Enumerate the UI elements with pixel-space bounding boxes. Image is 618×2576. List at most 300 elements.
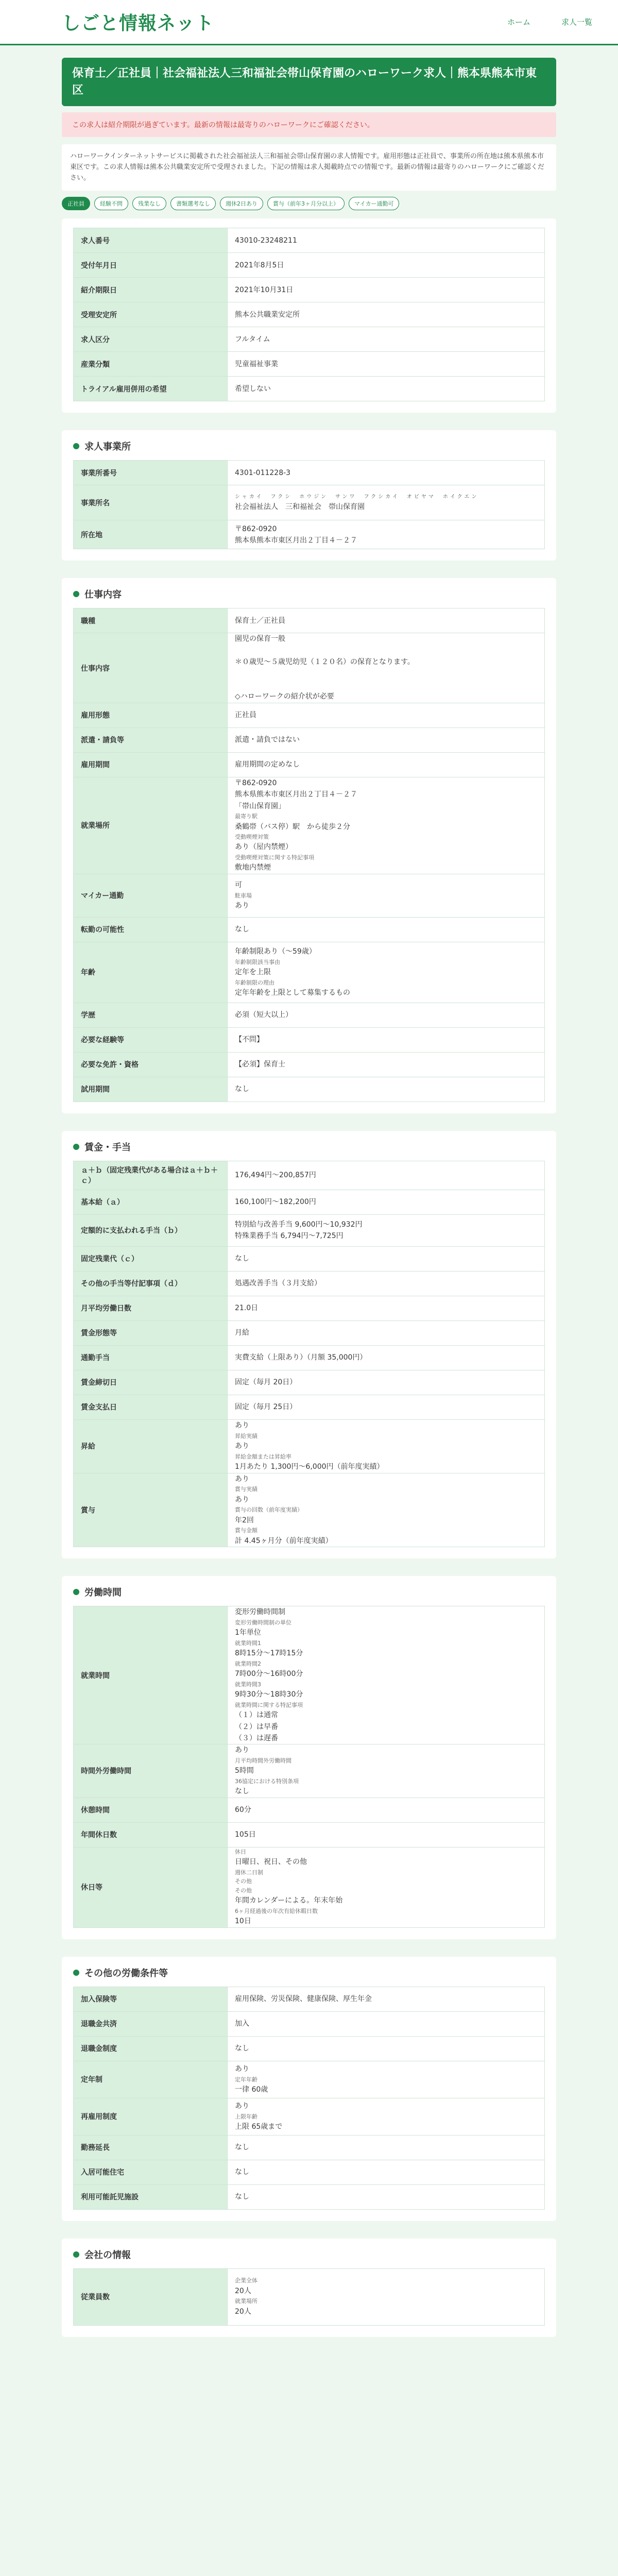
value-line: 定年年齢を上限として募集するもの: [235, 989, 350, 997]
table-row: [74, 1052, 545, 1077]
section-6: [62, 2239, 556, 2337]
value-line: 受動喫煙対策: [235, 833, 269, 840]
table-row: [74, 2011, 545, 2036]
row-value: [228, 1606, 545, 1744]
expired-notice: この求人は紹介期限が過ぎています。最新の情報は最寄りのハローワークにご確認ください。: [62, 112, 556, 137]
section-heading: [73, 439, 545, 453]
value-line: 【必須】保育士: [235, 1060, 285, 1069]
value-line: 昇給実績: [235, 1432, 258, 1439]
value-line: 7時00分～16時00分: [235, 1670, 303, 1679]
section-heading: [73, 587, 545, 601]
value-line: 年間カレンダーによる。年末年始: [235, 1896, 343, 1905]
row-value: [228, 874, 545, 917]
value-line: 賞与の回数（前年度実績）: [235, 1506, 303, 1514]
row-label: 事業所番号: [74, 461, 228, 485]
section-heading: [73, 1585, 545, 1599]
value-line: 駐車場: [235, 892, 252, 899]
feature-tag: 週休2日あり: [220, 197, 263, 210]
section-heading: [73, 1140, 545, 1154]
table-row: [74, 727, 545, 752]
row-label: 勤務延長: [74, 2135, 228, 2160]
row-label: 受付年月日: [74, 253, 228, 278]
value-line: 加入: [235, 2020, 249, 2028]
row-label: 従業員数: [74, 2268, 228, 2325]
value-line: 月平均時間外労働時間: [235, 1757, 291, 1764]
value-line: 年齢制限該当事由: [235, 958, 280, 965]
table-row: [74, 1246, 545, 1271]
row-label: マイカー通勤: [74, 874, 228, 917]
row-value: [228, 2011, 545, 2036]
value-line: 就業時間に関する特記事項: [235, 1701, 303, 1708]
value-line: 雇用保険、労災保険、健康保険、厚生年金: [235, 1995, 372, 2004]
value-line: 105日: [235, 1830, 256, 1839]
table-row: [74, 2036, 545, 2061]
value-line: 処遇改善手当（３月支給）: [235, 1279, 321, 1288]
row-value: [228, 1847, 545, 1927]
value-line: あり: [235, 902, 249, 910]
value-line: 固定（毎月 20日）: [235, 1378, 297, 1387]
table-row: [74, 461, 545, 485]
section-title: その他の労働条件等: [84, 1968, 168, 1979]
value-line: 9時30分～18時30分: [235, 1690, 303, 1699]
row-label: 派遣・請負等: [74, 727, 228, 752]
row-label: 産業分類: [74, 352, 228, 377]
row-value: [228, 1744, 545, 1798]
info-table: [73, 608, 545, 1101]
row-value: [228, 228, 545, 253]
table-row: [74, 608, 545, 633]
value-line: あり: [235, 2102, 249, 2111]
row-label: 加入保険等: [74, 1987, 228, 2011]
table-row: [74, 253, 545, 278]
table-row: [74, 1320, 545, 1345]
value-line: あり（屋内禁煙）: [235, 843, 293, 852]
table-row: [74, 2184, 545, 2209]
row-label: 必要な免許・資格: [74, 1052, 228, 1077]
row-value: [228, 377, 545, 401]
row-label: その他の手当等付記事項（ｄ）: [74, 1271, 228, 1296]
row-label: 固定残業代（ｃ）: [74, 1246, 228, 1271]
value-line: 20人: [235, 2286, 251, 2295]
value-line: 特殊業務手当 6,794円～7,725円: [235, 1232, 344, 1241]
value-line: 熊本県熊本市東区月出２丁目４－２７: [235, 790, 357, 799]
row-label: 通勤手当: [74, 1345, 228, 1370]
table-row: [74, 302, 545, 327]
row-value: [228, 1271, 545, 1296]
value-line: あり: [235, 1421, 249, 1430]
value-line: なし: [235, 1255, 249, 1263]
value-line: 年齢制限の理由: [235, 979, 274, 986]
row-value: [228, 1419, 545, 1473]
row-label: 求人番号: [74, 228, 228, 253]
row-value: [228, 1052, 545, 1077]
row-label: 退職金制度: [74, 2036, 228, 2061]
bullet-dot-icon: [73, 1589, 79, 1595]
value-line: [235, 668, 537, 680]
nav-job-list-link[interactable]: 求人一覧: [561, 18, 592, 27]
value-line: 園児の保育一般: [235, 635, 285, 643]
value-line: 希望しない: [235, 384, 271, 393]
row-value: [228, 1190, 545, 1214]
table-row: [74, 2268, 545, 2325]
row-value: [228, 485, 545, 520]
row-label: 定額的に支払われる手当（ｂ）: [74, 1214, 228, 1246]
value-line: （３）は遅番: [235, 1734, 278, 1742]
value-line: なし: [235, 2143, 249, 2152]
row-value: [228, 2061, 545, 2098]
table-row: [74, 1077, 545, 1101]
table-row: [74, 1161, 545, 1190]
site-logo[interactable]: しごと情報ネット: [62, 13, 215, 34]
value-line: 定年年齢: [235, 2076, 258, 2083]
feature-tags: [62, 197, 556, 210]
table-row: [74, 1798, 545, 1822]
value-line: 桑鶴帯（バス停）駅 から徒歩２分: [235, 822, 350, 831]
bullet-dot-icon: [73, 1970, 79, 1976]
value-line: 176,494円～200,857円: [235, 1171, 316, 1180]
table-row: [74, 1370, 545, 1395]
value-line: 社会福祉法人 三和福祉会 帯山保育園: [235, 502, 365, 511]
value-line: あり: [235, 1442, 249, 1451]
value-line: 週休二日制: [235, 1869, 263, 1876]
row-value: [228, 461, 545, 485]
row-value: [228, 703, 545, 727]
info-table: [73, 1606, 545, 1928]
table-row: [74, 1606, 545, 1744]
row-label: 入居可能住宅: [74, 2160, 228, 2184]
bullet-dot-icon: [73, 1144, 79, 1150]
row-label: 紹介期限日: [74, 278, 228, 302]
value-line: 最寄り駅: [235, 812, 258, 820]
row-label: 賃金締切日: [74, 1370, 228, 1395]
value-line: 固定（毎月 25日）: [235, 1403, 297, 1412]
table-row: [74, 327, 545, 352]
row-value: [228, 1077, 545, 1101]
row-label: 転勤の可能性: [74, 917, 228, 942]
info-table: [73, 1161, 545, 1547]
row-value: [228, 1473, 545, 1547]
value-line: 変形労働時間制の単位: [235, 1619, 291, 1626]
value-line: あり: [235, 1746, 249, 1755]
value-line: 計 4.45ヶ月分（前年度実績）: [235, 1536, 333, 1545]
row-value: [228, 327, 545, 352]
value-line: なし: [235, 2193, 249, 2201]
section-heading: [73, 2248, 545, 2261]
row-value: [228, 1395, 545, 1419]
row-value: [228, 302, 545, 327]
value-line: 「帯山保育園」: [235, 802, 285, 810]
row-value: [228, 1345, 545, 1370]
table-row: [74, 703, 545, 727]
table-row: [74, 1473, 545, 1547]
value-line: 20人: [235, 2307, 251, 2316]
table-row: [74, 485, 545, 520]
value-line: 熊本公共職業安定所: [235, 310, 300, 319]
value-line: 定年を上限: [235, 968, 271, 977]
value-line: 児童福祉事業: [235, 360, 278, 368]
site-header: [0, 0, 618, 45]
value-line: 年2回: [235, 1516, 254, 1524]
row-label: 昇給: [74, 1419, 228, 1473]
row-value: [228, 2268, 545, 2325]
table-row: [74, 520, 545, 549]
value-line: なし: [235, 2168, 249, 2177]
value-line: 受動喫煙対策に関する特記事項: [235, 854, 314, 861]
table-row: [74, 1987, 545, 2011]
value-line: [235, 645, 537, 656]
table-row: [74, 752, 545, 777]
feature-tag: 正社員: [62, 197, 90, 210]
feature-tag: 経験不問: [94, 197, 128, 210]
table-row: [74, 352, 545, 377]
row-value: [228, 1822, 545, 1847]
table-row: [74, 1003, 545, 1027]
job-sections: [62, 218, 556, 2336]
job-title: 保育士／正社員｜社会福祉法人三和福祉会帯山保育園のハローワーク求人｜熊本県熊本市東区: [62, 58, 556, 106]
row-value: [228, 1798, 545, 1822]
table-row: [74, 917, 545, 942]
value-line: 賞与実績: [235, 1486, 258, 1493]
info-table: [73, 1987, 545, 2210]
value-line: 2021年8月5日: [235, 261, 284, 269]
value-line: シャカイ フクシ ホウジン サンワ フクシカイ オビヤマ ホイクエン: [235, 494, 479, 500]
row-value: [228, 1246, 545, 1271]
row-label: トライアル雇用併用の希望: [74, 377, 228, 401]
feature-tag: 書類選考なし: [170, 197, 216, 210]
section-4: [62, 1576, 556, 1939]
feature-tag: マイカー通勤可: [349, 197, 399, 210]
value-line: 敷地内禁煙: [235, 863, 271, 872]
row-label: 月平均労働日数: [74, 1296, 228, 1320]
table-row: [74, 1296, 545, 1320]
table-row: [74, 1744, 545, 1798]
row-label: 受理安定所: [74, 302, 228, 327]
value-line: 5時間: [235, 1767, 254, 1775]
table-row: [74, 874, 545, 917]
row-label: ａ＋ｂ（固定残業代がある場合はａ＋ｂ＋ｃ）: [74, 1161, 228, 1190]
value-line: なし: [235, 1085, 249, 1094]
section-3: [62, 1131, 556, 1558]
row-label: 賃金支払日: [74, 1395, 228, 1419]
row-value: [228, 278, 545, 302]
row-value: [228, 1320, 545, 1345]
row-label: 所在地: [74, 520, 228, 549]
value-line: 日曜日、祝日、その他: [235, 1858, 307, 1867]
row-label: 仕事内容: [74, 633, 228, 703]
value-line: 6ヶ月経過後の年次有給休暇日数: [235, 1907, 318, 1914]
feature-tag: 賞与（前年3ヶ月分以上）: [267, 197, 345, 210]
bullet-dot-icon: [73, 443, 79, 449]
value-line: 特別給与改善手当 9,600円～10,932円: [235, 1220, 363, 1229]
table-row: [74, 777, 545, 874]
row-label: 学歴: [74, 1003, 228, 1027]
table-row: [74, 2061, 545, 2098]
table-row: [74, 2160, 545, 2184]
row-value: [228, 1370, 545, 1395]
value-line: 保育士／正社員: [235, 616, 285, 625]
bullet-dot-icon: [73, 591, 79, 597]
table-row: [74, 1822, 545, 1847]
row-label: 求人区分: [74, 327, 228, 352]
value-line: なし: [235, 2044, 249, 2053]
table-row: [74, 1395, 545, 1419]
value-line: 正社員: [235, 711, 256, 720]
value-line: あり: [235, 2065, 249, 2074]
value-line: その他: [235, 1887, 252, 1894]
value-line: その他: [235, 1878, 252, 1885]
value-line: 就業時間3: [235, 1681, 261, 1688]
bullet-dot-icon: [73, 2251, 79, 2258]
row-value: [228, 942, 545, 1003]
value-line: 変形労働時間制: [235, 1608, 285, 1617]
table-row: [74, 2135, 545, 2160]
row-value: [228, 1003, 545, 1027]
value-line: 就業時間1: [235, 1639, 261, 1647]
row-label: 基本給（ａ）: [74, 1190, 228, 1214]
row-value: [228, 1214, 545, 1246]
row-label: 年齢: [74, 942, 228, 1003]
row-label: 就業場所: [74, 777, 228, 874]
row-value: [228, 1161, 545, 1190]
value-line: 2021年10月31日: [235, 285, 294, 294]
value-line: 月給: [235, 1329, 249, 1337]
value-line: 可: [235, 881, 242, 890]
row-value: [228, 2036, 545, 2061]
value-line: 21.0日: [235, 1304, 259, 1313]
value-line: 賞与金額: [235, 1527, 258, 1534]
value-line: 160,100円～182,200円: [235, 1198, 316, 1207]
value-line: 1月あたり 1,300円～6,000円（前年度実績）: [235, 1463, 384, 1471]
row-value: [228, 1296, 545, 1320]
row-label: 雇用形態: [74, 703, 228, 727]
row-label: 休憩時間: [74, 1798, 228, 1822]
table-row: [74, 1027, 545, 1052]
section-1: [62, 430, 556, 561]
value-line: 1年単位: [235, 1629, 261, 1637]
value-line: （１）は通常: [235, 1711, 278, 1720]
table-row: [74, 1190, 545, 1214]
table-row: [74, 633, 545, 703]
table-row: [74, 1847, 545, 1927]
row-label: 就業時間: [74, 1606, 228, 1744]
table-row: [74, 1419, 545, 1473]
table-row: [74, 1345, 545, 1370]
value-line: 熊本県熊本市東区月出２丁目４－２７: [235, 536, 357, 545]
value-line: フルタイム: [235, 335, 270, 344]
row-label: 休日等: [74, 1847, 228, 1927]
value-line: ◇ハローワークの紹介状が必要: [235, 692, 334, 701]
value-line: 企業全体: [235, 2277, 258, 2284]
value-line: なし: [235, 925, 249, 934]
row-value: [228, 608, 545, 633]
row-value: [228, 1987, 545, 2011]
section-title: 求人事業所: [84, 442, 131, 453]
row-label: 年間休日数: [74, 1822, 228, 1847]
row-value: [228, 352, 545, 377]
value-line: 上限 65歳まで: [235, 2123, 283, 2131]
row-label: 再雇用制度: [74, 2098, 228, 2135]
value-line: 就業場所: [235, 2298, 258, 2305]
value-line: あり: [235, 1475, 249, 1483]
section-title: 仕事内容: [84, 589, 122, 601]
row-value: [228, 2098, 545, 2135]
value-line: 昇給金額または昇給率: [235, 1453, 291, 1460]
info-table: [73, 460, 545, 549]
section-heading: [73, 1966, 545, 1979]
value-line: （２）は早番: [235, 1722, 278, 1731]
row-label: 試用期間: [74, 1077, 228, 1101]
row-label: 事業所名: [74, 485, 228, 520]
info-table: [73, 2268, 545, 2326]
header-nav: [507, 16, 592, 27]
row-label: 退職金共済: [74, 2011, 228, 2036]
row-label: 時間外労働時間: [74, 1744, 228, 1798]
table-row: [74, 1214, 545, 1246]
value-line: 上限年齢: [235, 2113, 258, 2120]
table-row: [74, 377, 545, 401]
table-row: [74, 2098, 545, 2135]
row-value: [228, 2135, 545, 2160]
section-0: [62, 218, 556, 413]
row-label: 賃金形態等: [74, 1320, 228, 1345]
value-line: 43010-23248211: [235, 236, 297, 245]
table-row: [74, 1271, 545, 1296]
row-value: [228, 1027, 545, 1052]
row-label: 雇用期間: [74, 752, 228, 777]
value-line: 派遣・請負ではない: [235, 736, 300, 744]
row-value: [228, 727, 545, 752]
row-label: 必要な経験等: [74, 1027, 228, 1052]
nav-home-link[interactable]: ホーム: [507, 18, 530, 27]
value-line: 〒862-0920: [235, 778, 277, 787]
value-line: 実費支給（上限あり）（月額 35,000円）: [235, 1353, 367, 1362]
table-row: [74, 278, 545, 302]
row-value: [228, 520, 545, 549]
value-line: あり: [235, 1495, 249, 1504]
value-line: 10日: [235, 1917, 251, 1926]
value-line: なし: [235, 1787, 249, 1796]
section-title: 会社の情報: [84, 2249, 131, 2261]
table-row: [74, 942, 545, 1003]
value-line: 【不問】: [235, 1036, 264, 1044]
feature-tag: 残業なし: [132, 197, 166, 210]
row-value: [228, 777, 545, 874]
value-line: 8時15分～17時15分: [235, 1649, 303, 1658]
value-line: 雇用期間の定めなし: [235, 760, 300, 769]
table-row: [74, 228, 545, 253]
value-line: 休日: [235, 1848, 246, 1855]
value-line: 一律 60歳: [235, 2086, 268, 2094]
section-title: 賃金・手当: [84, 1142, 131, 1153]
value-line: 4301-011228-3: [235, 468, 291, 477]
value-line: 必須（短大以上）: [235, 1011, 293, 1020]
value-line: 〒862-0920: [235, 524, 277, 533]
section-2: [62, 578, 556, 1113]
row-value: [228, 2184, 545, 2209]
row-value: [228, 752, 545, 777]
section-title: 労働時間: [84, 1587, 122, 1599]
value-line: 年齢制限あり（～59歳）: [235, 947, 316, 956]
row-label: 利用可能託児施設: [74, 2184, 228, 2209]
row-label: 定年制: [74, 2061, 228, 2098]
main-content: [62, 58, 556, 2337]
row-label: 職種: [74, 608, 228, 633]
info-table: [73, 228, 545, 401]
row-value: [228, 2160, 545, 2184]
section-5: [62, 1957, 556, 2221]
job-description: ハローワークインターネットサービスに掲載された社会福祉法人三和福祉会帯山保育園の求人情報です。雇用形態は正社員で、事業所の所在地は熊本県熊本市東区です。この求人情報は熊本公共職業安定所で受理されました。下記の情報は求人掲載時点での情報です。最新の情報は最寄りのハローワークにご確認ください。: [62, 144, 556, 191]
row-value: [228, 253, 545, 278]
